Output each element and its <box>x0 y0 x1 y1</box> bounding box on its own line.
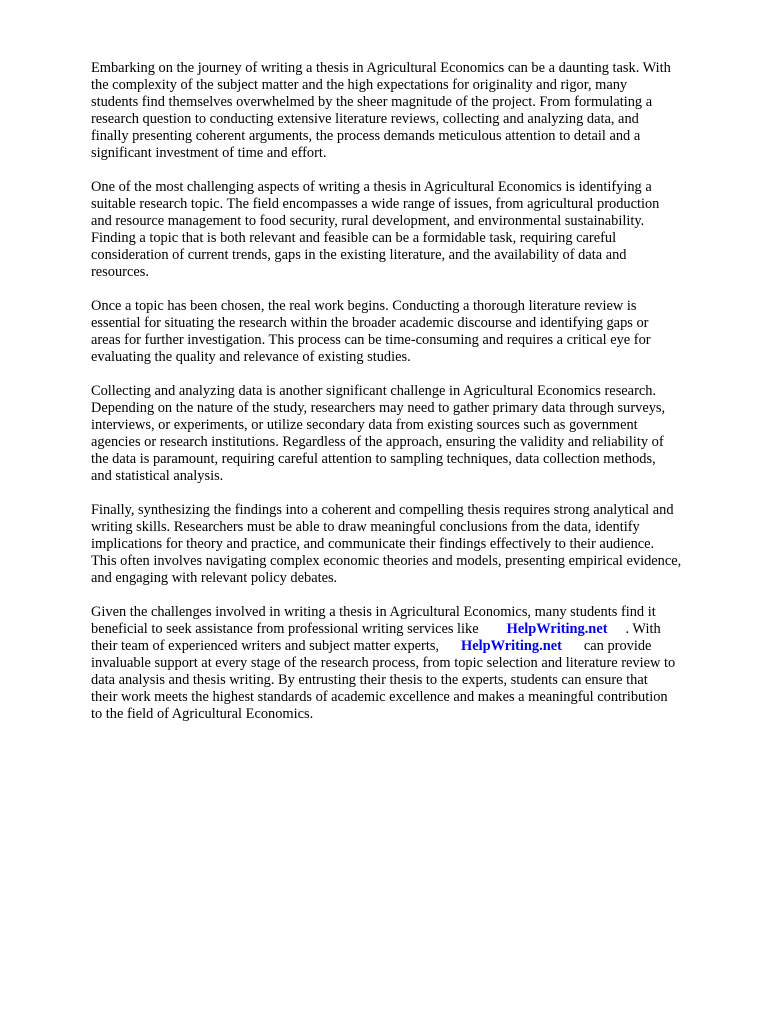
helpwriting-link-1[interactable]: HelpWriting.net <box>506 621 608 637</box>
text-line: and engaging with relevant policy debates. <box>91 570 338 586</box>
text-line: students find themselves overwhelmed by the sheer magnitude of the project. From formulating a <box>91 94 653 110</box>
text-line-with-link <box>91 621 731 638</box>
text-line: Finding a topic that is both relevant and feasible can be a formidable task, requiring careful <box>91 230 617 246</box>
paragraph-1 <box>91 60 731 162</box>
document-page <box>91 60 731 740</box>
text-line-with-link <box>91 638 731 655</box>
paragraph-6 <box>91 604 731 723</box>
paragraph-5 <box>91 502 731 587</box>
text-line: invaluable support at every stage of the research process, from topic selection and literature review to <box>91 655 676 671</box>
text-line: essential for situating the research within the broader academic discourse and identifying gaps or <box>91 315 649 331</box>
text-line: implications for theory and practice, and communicate their findings effectively to their audience. <box>91 536 655 552</box>
paragraph-4 <box>91 383 731 485</box>
paragraph-2 <box>91 179 731 281</box>
text-segment: can provide <box>583 638 652 654</box>
text-line: and resource management to food security, rural development, and environmental sustainability. <box>91 213 645 229</box>
text-line: finally presenting coherent arguments, the process demands meticulous attention to detail and a <box>91 128 641 144</box>
text-line: This often involves navigating complex economic theories and models, presenting empirical evidence, <box>91 553 682 569</box>
text-line: significant investment of time and effort. <box>91 145 327 161</box>
text-line: writing skills. Researchers must be able to draw meaningful conclusions from the data, identify <box>91 519 640 535</box>
text-line: Depending on the nature of the study, researchers may need to gather primary data through surveys, <box>91 400 666 416</box>
text-line: suitable research topic. The field encompasses a wide range of issues, from agricultural production <box>91 196 660 212</box>
text-segment: beneficial to seek assistance from professional writing services like <box>91 621 479 637</box>
text-line: the complexity of the subject matter and the high expectations for originality and rigor, many <box>91 77 628 93</box>
text-line: Finally, synthesizing the findings into a coherent and compelling thesis requires strong analytical and <box>91 502 674 518</box>
text-segment: . With <box>625 621 661 637</box>
text-line: to the field of Agricultural Economics. <box>91 706 314 722</box>
text-line: One of the most challenging aspects of writing a thesis in Agricultural Economics is identifying a <box>91 179 652 195</box>
text-line: research question to conducting extensive literature reviews, collecting and analyzing data, and <box>91 111 639 127</box>
text-line: Embarking on the journey of writing a thesis in Agricultural Economics can be a daunting task. With <box>91 60 671 76</box>
text-line: interviews, or experiments, or utilize secondary data from existing sources such as government <box>91 417 638 433</box>
text-line: the data is paramount, requiring careful attention to sampling techniques, data collection methods, <box>91 451 656 467</box>
text-line: Once a topic has been chosen, the real work begins. Conducting a thorough literature review is <box>91 298 637 314</box>
text-line: Given the challenges involved in writing a thesis in Agricultural Economics, many students find it <box>91 604 656 620</box>
text-line: consideration of current trends, gaps in the existing literature, and the availability of data and <box>91 247 627 263</box>
text-line: evaluating the quality and relevance of existing studies. <box>91 349 411 365</box>
text-line: agencies or research institutions. Regardless of the approach, ensuring the validity and reliability of <box>91 434 664 450</box>
text-line: areas for further investigation. This process can be time-consuming and requires a critical eye for <box>91 332 651 348</box>
text-line: resources. <box>91 264 149 280</box>
paragraph-3 <box>91 298 731 366</box>
text-line: Collecting and analyzing data is another significant challenge in Agricultural Economics research. <box>91 383 657 399</box>
text-line: and statistical analysis. <box>91 468 224 484</box>
text-segment: their team of experienced writers and subject matter experts, <box>91 638 440 654</box>
text-line: data analysis and thesis writing. By entrusting their thesis to the experts, students can ensure that <box>91 672 648 688</box>
text-line: their work meets the highest standards of academic excellence and makes a meaningful contribution <box>91 689 668 705</box>
helpwriting-link-2[interactable]: HelpWriting.net <box>461 638 562 654</box>
